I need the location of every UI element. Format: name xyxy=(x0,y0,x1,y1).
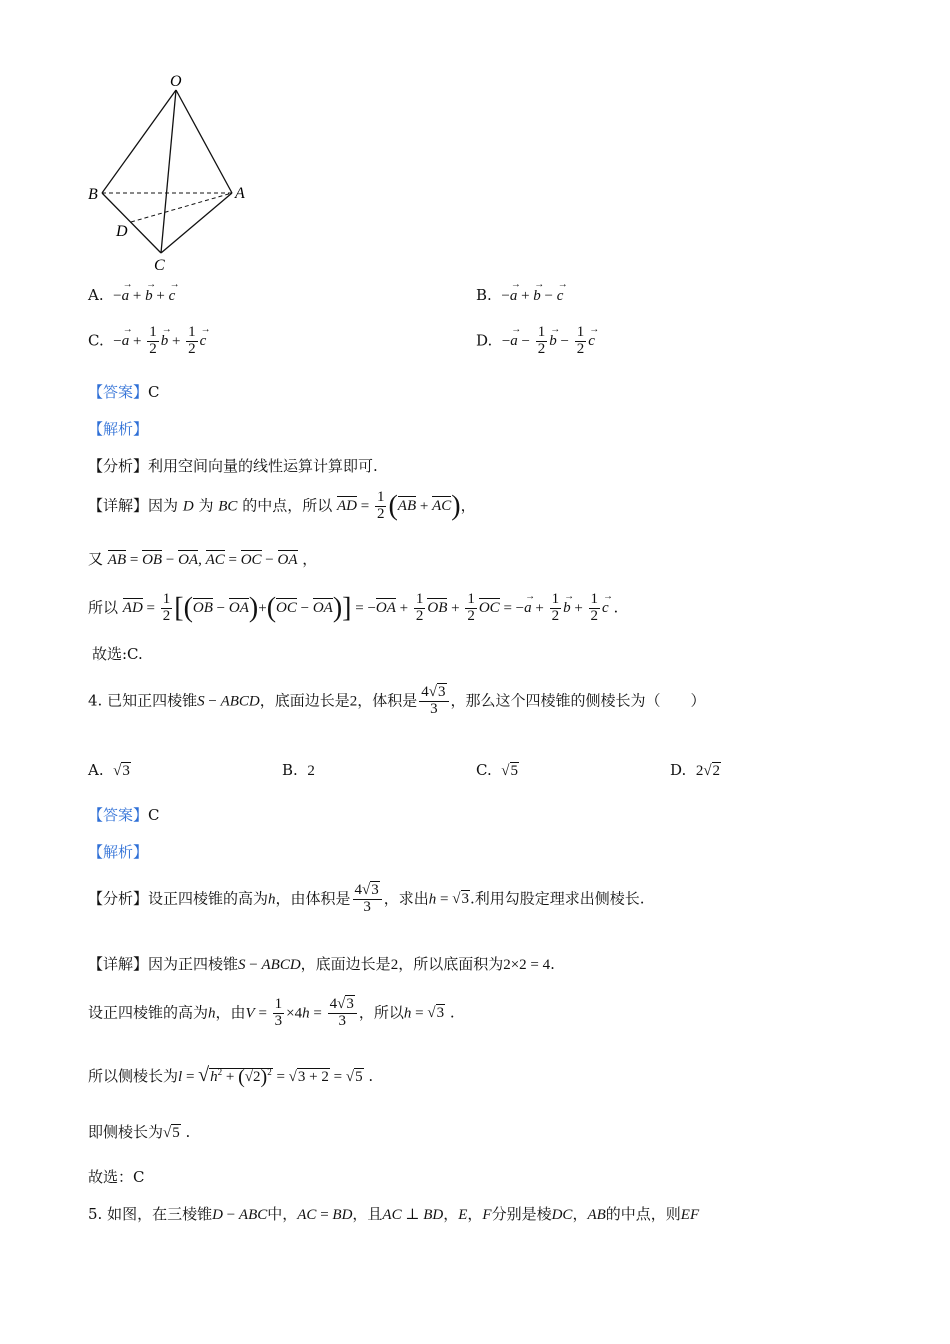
q4-detail-line4: 即侧棱长为√5 . xyxy=(88,1123,191,1141)
q4-answer: 【答案】C xyxy=(88,806,160,824)
q4-option-A: A. √3 xyxy=(88,761,130,779)
label-B: B xyxy=(88,186,98,203)
q3-detail-line2: 又 AB = OB − OA, AC = OC − OA ， xyxy=(88,550,318,568)
q3-answer: 【答案】C xyxy=(88,383,160,401)
option-B: B. −→ a + → b − → c xyxy=(476,286,563,305)
q3-detail-line3: 所以 AD = $\frac{1}{2}$ [(OB − OA)+(OC − OA)] = −OA + $\frac{1}{2}$ OB + $\frac{1}{2}$ OC = −→ a + $\frac{1}{2}$ → b + $\frac{1}{2}$ → c . xyxy=(88,592,618,625)
label-O: O xyxy=(170,73,182,90)
q4-detail-line1: 【详解】因为正四棱锥S − ABCD，底面边长是2，所以底面积为2×2 = 4. xyxy=(88,955,555,973)
q4-detail-line2: 设正四棱锥的高为h，由V = $\frac{1}{3}$ ×4h = $\frac{4√3}{3}$ ，所以h = √3 . xyxy=(88,996,455,1029)
q4-detail-line3: 所以侧棱长为$l = √h^2 + (√2)^2 = √3 + 2 = √5$ . xyxy=(88,1064,374,1089)
q4-option-B: B. 2 xyxy=(282,761,315,779)
q3-conclusion: 故选:C. xyxy=(92,645,143,663)
label-A: A xyxy=(235,185,245,202)
option-A: A. −→ a + → b + → c xyxy=(88,286,175,305)
label-D: D xyxy=(116,223,128,240)
q4-conclusion: 故选：C xyxy=(88,1168,145,1186)
option-C: C. −→ a + $\frac{1}{2}$ → b + $\frac{1}{2}$ → c xyxy=(88,325,206,358)
q4-analysis-tag: 【解析】 xyxy=(88,843,149,861)
q4-option-C: C. √5 xyxy=(476,761,518,779)
q3-fenxi: 【分析】利用空间向量的线性运算计算即可. xyxy=(88,457,378,475)
edge-OA xyxy=(176,90,232,193)
edge-OB xyxy=(102,90,176,193)
q4-fenxi: 【分析】设正四棱锥的高为h，由体积是 $\frac{4√3}{3}$ ，求出h = √3.利用勾股定理求出侧棱长. xyxy=(88,882,645,915)
q5-stem: 5. 如图，在三棱锥D − ABC中，AC = BD，且AC ⊥ BD，E，F分别是棱DC，AB的中点，则EF xyxy=(88,1205,700,1223)
q3-detail-line1: 【详解】因为 D 为 BC 的中点，所以 AD = $\frac{1}{2}$ (AB + AC)， xyxy=(88,489,476,522)
tetrahedron-figure xyxy=(80,70,260,275)
edge-DA-dashed xyxy=(131,193,232,222)
edge-OC xyxy=(161,90,176,253)
label-C: C xyxy=(154,257,165,274)
option-D: D. −→ a − $\frac{1}{2}$ → b − $\frac{1}{2}$ → c xyxy=(476,325,595,358)
q4-stem: 4. 已知正四棱锥S − ABCD，底面边长是2，体积是 $\frac{4√3}{3}$ ，那么这个四棱锥的侧棱长为（ ） xyxy=(88,684,706,717)
edge-AC xyxy=(161,193,232,253)
q4-option-D: D. 2√2 xyxy=(670,761,721,779)
edge-BC xyxy=(102,193,161,253)
q3-analysis-tag: 【解析】 xyxy=(88,420,149,438)
